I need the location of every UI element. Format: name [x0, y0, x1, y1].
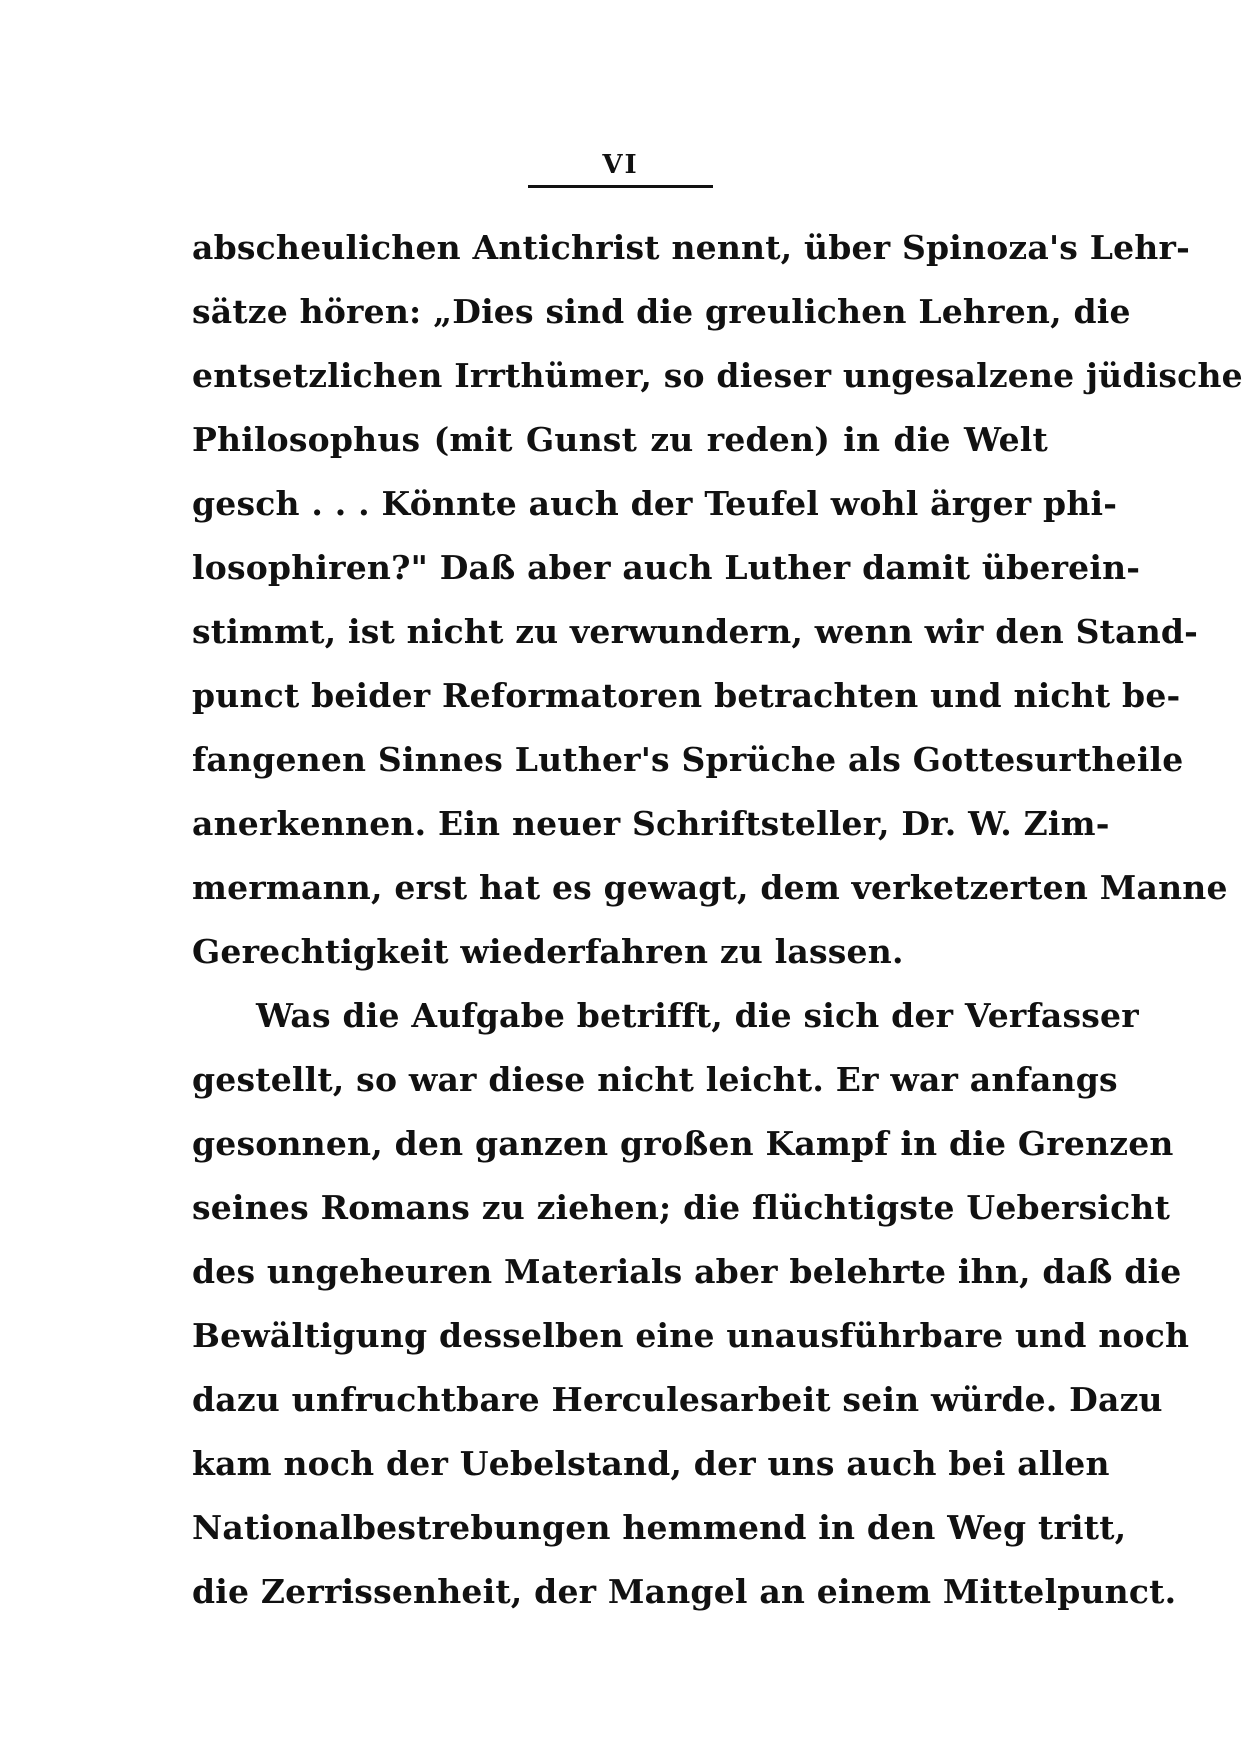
text-line: gesch . . . Könnte auch der Teufel wohl ärger phi-	[192, 484, 1118, 523]
header-rule	[528, 185, 713, 188]
text-line: des ungeheuren Materials aber belehrte ihn, daß die	[192, 1252, 1182, 1291]
text-line: entsetzlichen Irrthümer, so dieser ungesalzene jüdische	[192, 356, 1243, 395]
page-number: VI	[602, 150, 639, 180]
text-line: sätze hören: „Dies sind die greulichen Lehren, die	[192, 292, 1131, 331]
paragraph-2	[192, 984, 1190, 1624]
text-line: Gerechtigkeit wiederfahren zu lassen.	[192, 932, 904, 971]
text-line: die Zerrissenheit, der Mangel an einem Mittelpunct.	[192, 1572, 1177, 1611]
text-line: stimmt, ist nicht zu verwundern, wenn wir den Stand-	[192, 612, 1199, 651]
paragraph-1	[192, 216, 1243, 984]
text-line: dazu unfruchtbare Herculesarbeit sein würde. Dazu	[192, 1380, 1163, 1419]
text-line: gesonnen, den ganzen großen Kampf in die Grenzen	[192, 1124, 1174, 1163]
text-line: fangenen Sinnes Luther's Sprüche als Gottesurtheile	[192, 740, 1184, 779]
text-line: Bewältigung desselben eine unausführbare und noch	[192, 1316, 1190, 1355]
text-line: Philosophus (mit Gunst zu reden) in die Welt	[192, 420, 1048, 459]
text-line: Was die Aufgabe betrifft, die sich der Verfasser	[256, 996, 1139, 1035]
body-text	[192, 216, 1243, 1624]
text-line: abscheulichen Antichrist nennt, über Spinoza's Lehr-	[192, 228, 1190, 267]
text-line: gestellt, so war diese nicht leicht. Er war anfangs	[192, 1060, 1118, 1099]
text-line: kam noch der Uebelstand, der uns auch bei allen	[192, 1444, 1110, 1483]
text-line: mermann, erst hat es gewagt, dem verketzerten Manne	[192, 868, 1228, 907]
text-line: losophiren?" Daß aber auch Luther damit überein-	[192, 548, 1141, 587]
text-line: seines Romans zu ziehen; die flüchtigste Uebersicht	[192, 1188, 1171, 1227]
text-line: Nationalbestrebungen hemmend in den Weg tritt,	[192, 1508, 1127, 1547]
text-line: punct beider Reformatoren betrachten und nicht be-	[192, 676, 1181, 715]
text-line: anerkennen. Ein neuer Schriftsteller, Dr. W. Zim-	[192, 804, 1110, 843]
